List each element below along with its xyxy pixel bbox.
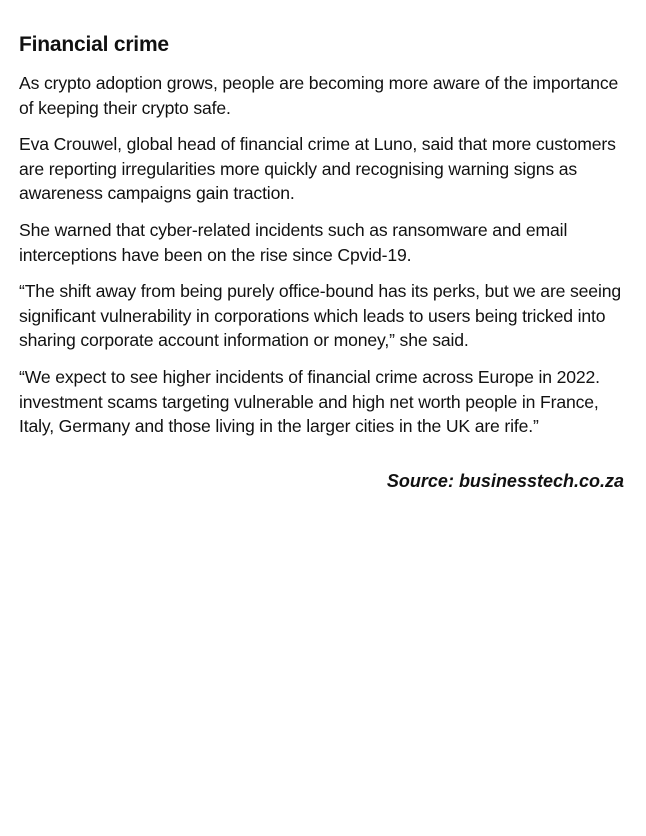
article-paragraph: Eva Crouwel, global head of financial crime at Luno, said that more customers are reporting irregularities more quickly and recognising warning signs as awareness campaigns gain traction.: [19, 134, 616, 204]
article-paragraph: “We expect to see higher incidents of financial crime across Europe in 2022. investment scams targeting vulnerable and high net worth people in France, Italy, Germany and those living in the larger cities in the UK are rife.”: [19, 366, 600, 437]
article-paragraph: “The shift away from being purely office-bound has its perks, but we are seeing significant vulnerability in corporations which leads to users being tricked into sharing corporate account information or money,” she said.: [19, 281, 621, 351]
source-attribution: Source: businesstech.co.za: [386, 470, 624, 491]
article-title: Financial crime: [19, 33, 169, 56]
article-paragraph: She warned that cyber-related incidents such as ransomware and email interceptions have been on the rise since Cpvid-19.: [19, 219, 568, 265]
article-paragraph: As crypto adoption grows, people are becoming more aware of the importance of keeping their crypto safe.: [19, 73, 619, 118]
